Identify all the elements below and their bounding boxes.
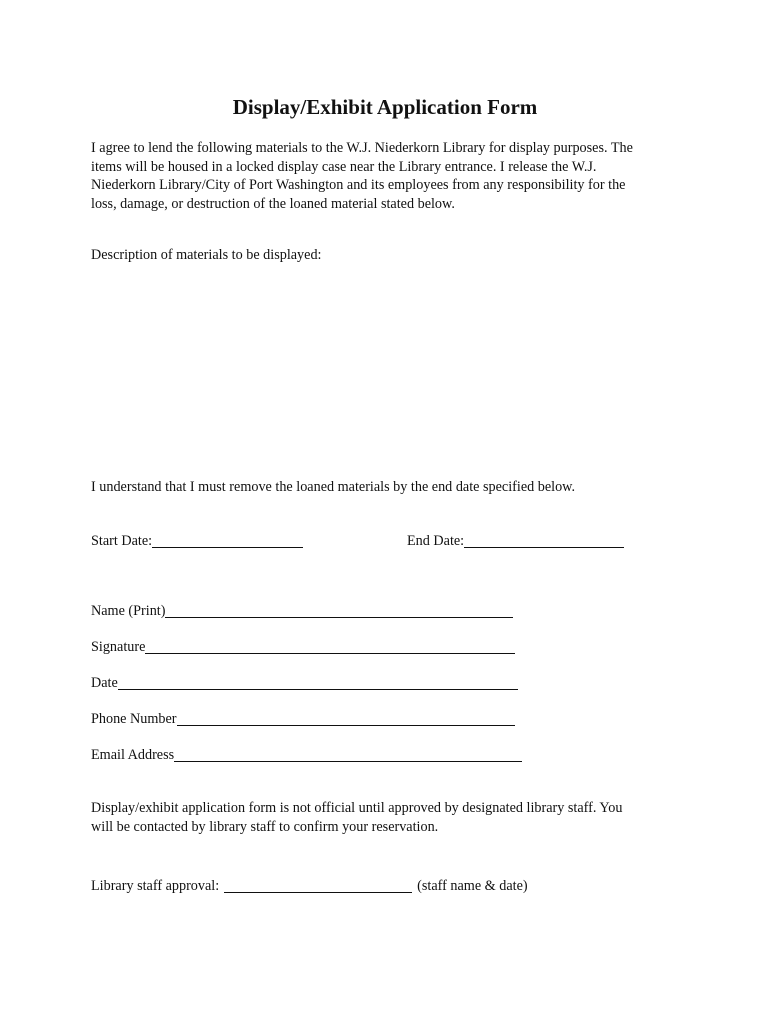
email-address-field xyxy=(91,746,522,764)
end-date-field xyxy=(407,532,624,550)
intro-paragraph xyxy=(91,139,691,213)
approval-note xyxy=(91,799,691,836)
end-date-label: End Date: xyxy=(407,533,465,549)
phone-number-line[interactable] xyxy=(177,710,515,726)
phone-number-field xyxy=(91,710,515,728)
intro-line: loss, damage, or destruction of the loaned material stated below. xyxy=(91,195,455,212)
staff-approval-suffix: (staff name & date) xyxy=(417,878,528,894)
start-date-line[interactable] xyxy=(152,532,303,548)
name-print-field xyxy=(91,602,513,620)
start-date-field xyxy=(91,532,303,550)
description-label: Description of materials to be displayed: xyxy=(91,247,322,263)
note-line: will be contacted by library staff to confirm your reservation. xyxy=(91,818,439,835)
form-title: Display/Exhibit Application Form xyxy=(232,95,538,119)
email-address-line[interactable] xyxy=(174,746,522,762)
email-address-label: Email Address xyxy=(91,747,175,763)
name-print-label: Name (Print) xyxy=(91,603,166,619)
staff-approval-label: Library staff approval: xyxy=(91,878,220,894)
intro-line: items will be housed in a locked display case near the Library entrance. I release the W.J. xyxy=(91,158,597,175)
signature-label: Signature xyxy=(91,639,146,655)
understand-statement: I understand that I must remove the loaned materials by the end date specified below. xyxy=(91,479,576,495)
intro-line: I agree to lend the following materials to the W.J. Niederkorn Library for display purposes. The xyxy=(91,140,633,156)
signature-field xyxy=(91,638,515,656)
date-field xyxy=(91,674,518,692)
signature-line[interactable] xyxy=(145,638,515,654)
date-label: Date xyxy=(91,675,118,691)
note-line: Display/exhibit application form is not official until approved by designated library staff. You xyxy=(91,800,623,816)
end-date-line[interactable] xyxy=(464,532,624,548)
intro-line: Niederkorn Library/City of Port Washington and its employees from any responsibility for the xyxy=(91,177,626,193)
staff-approval-line[interactable] xyxy=(224,877,412,893)
start-date-label: Start Date: xyxy=(91,533,153,549)
date-line[interactable] xyxy=(118,674,518,690)
staff-approval-field xyxy=(91,877,528,895)
phone-number-label: Phone Number xyxy=(91,711,177,727)
name-print-line[interactable] xyxy=(165,602,513,618)
